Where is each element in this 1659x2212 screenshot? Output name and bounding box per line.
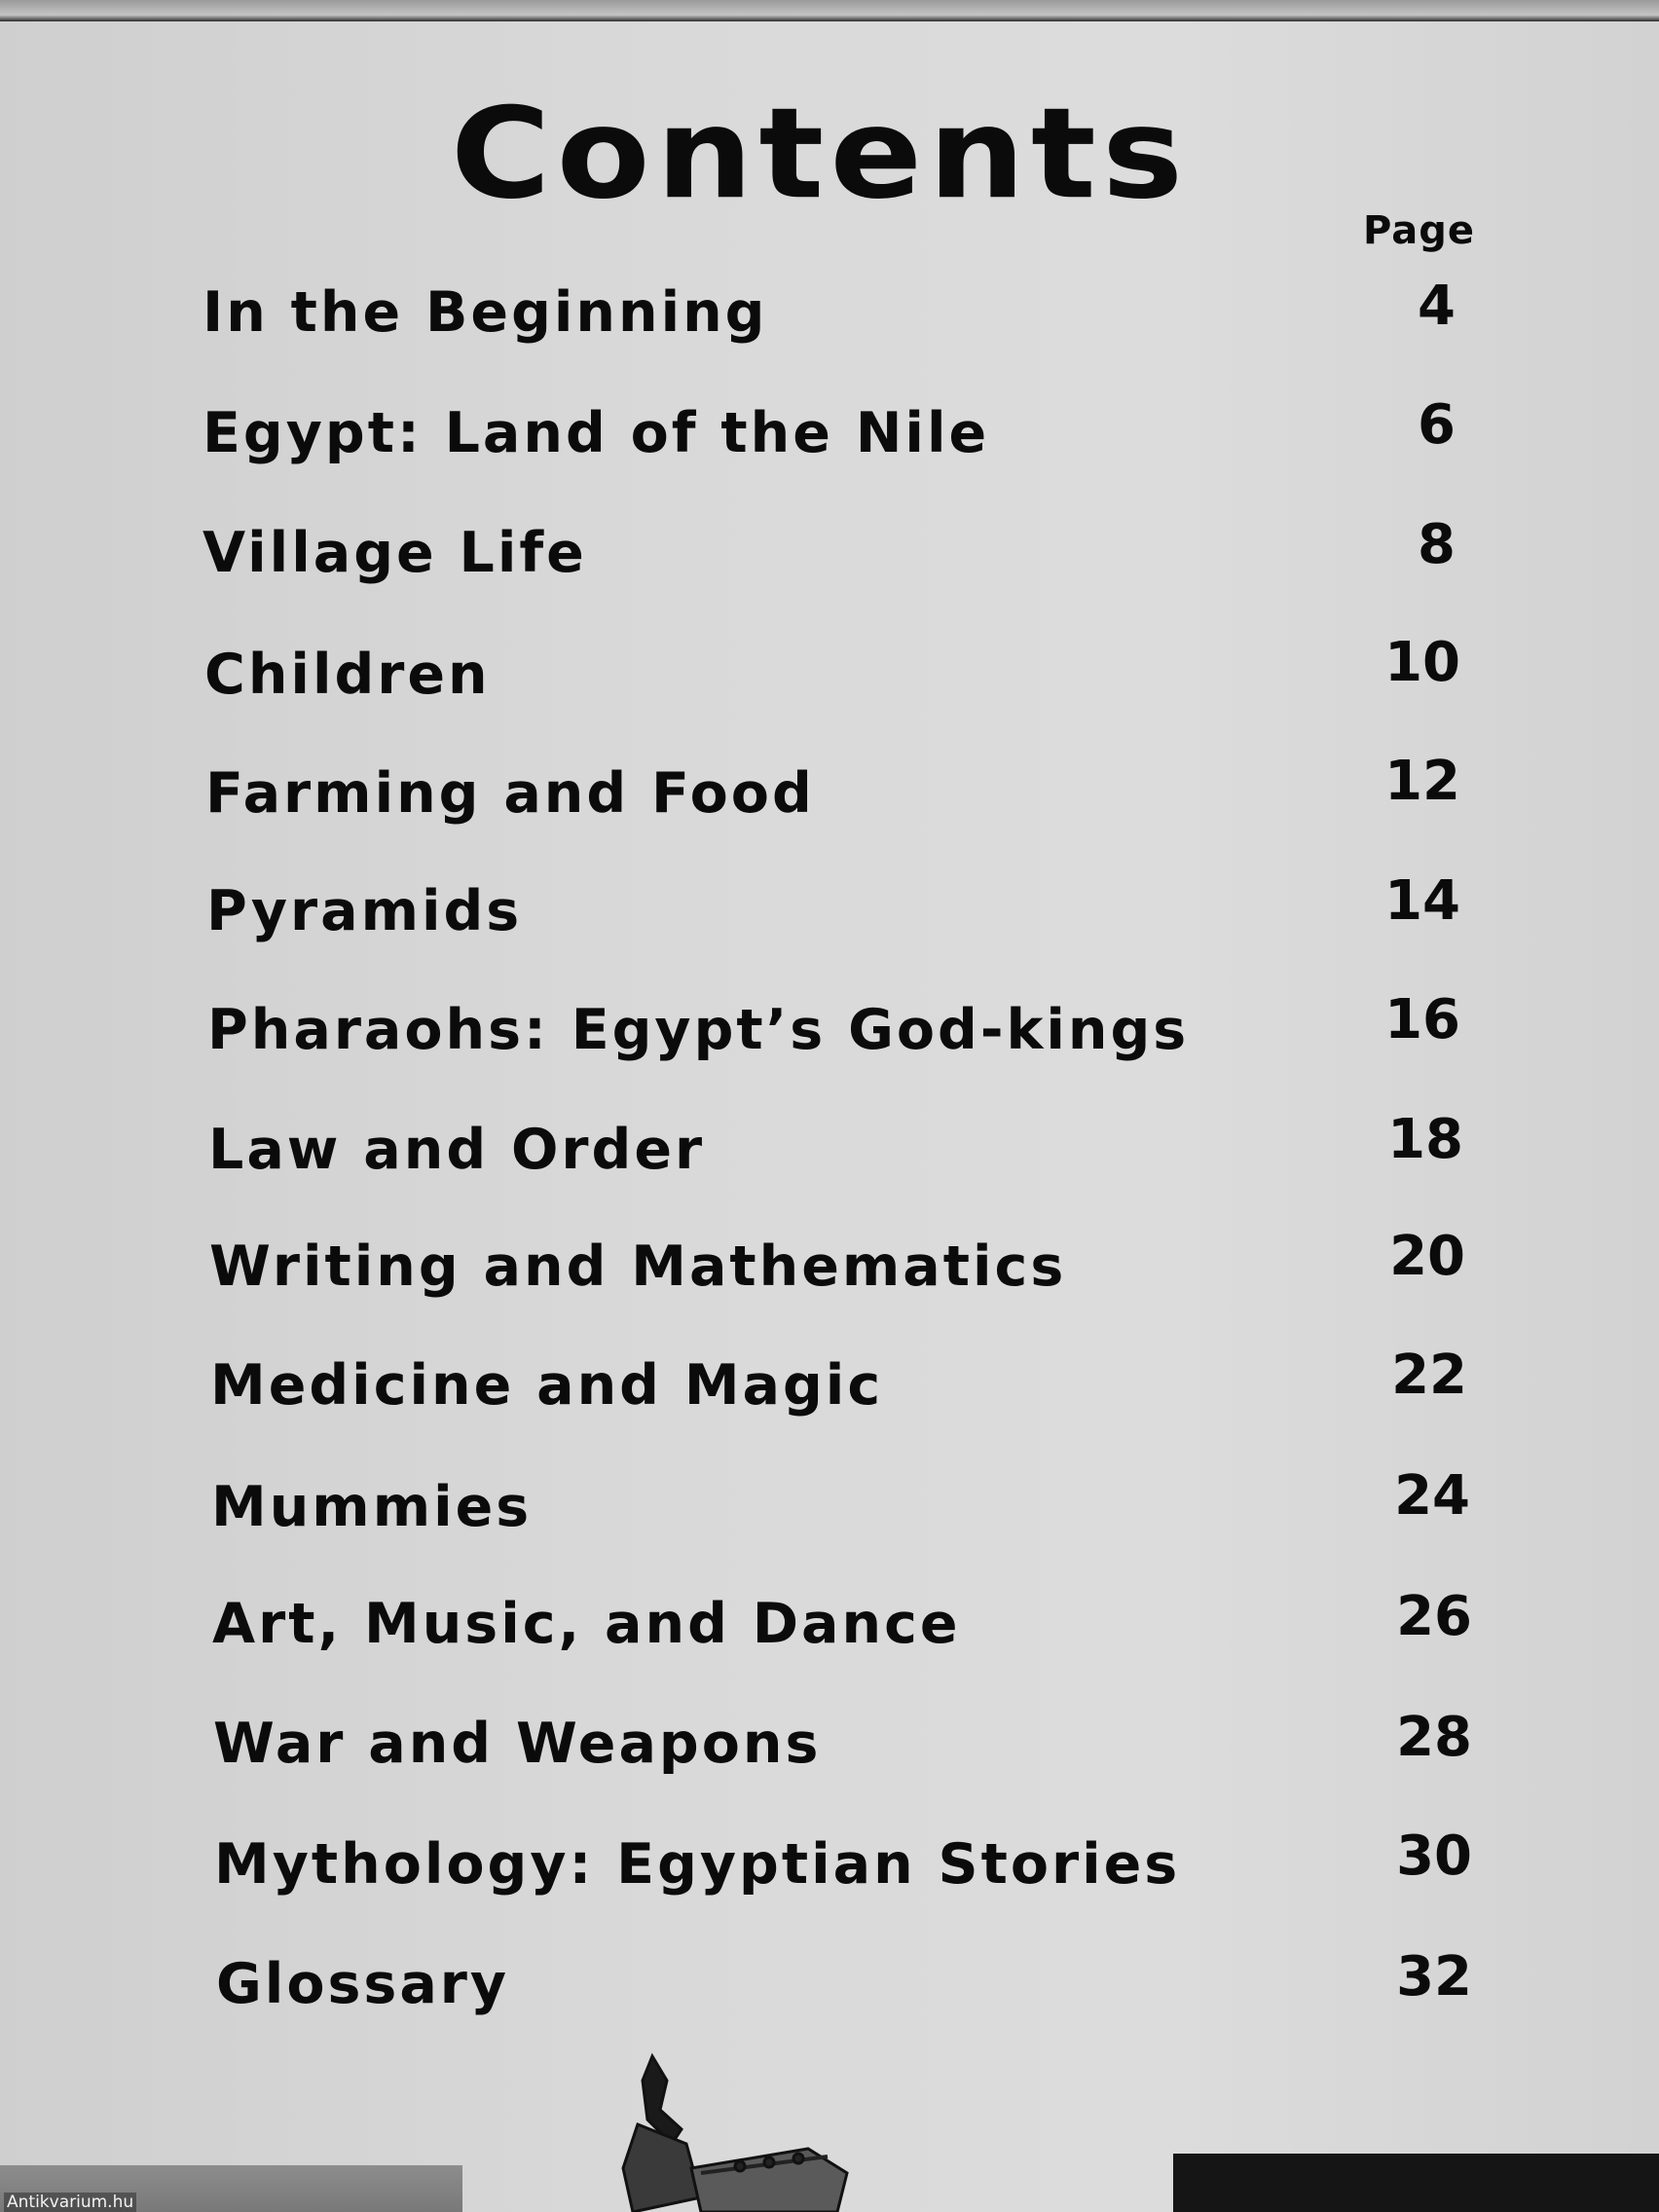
toc-entry-title: Children: [204, 643, 491, 707]
toc-entry-page-number: 24: [1394, 1464, 1470, 1528]
toc-entry-page-number: 10: [1384, 631, 1460, 694]
page-title: Contents: [450, 81, 1190, 228]
toc-entry-title: Village Life: [203, 521, 587, 585]
toc-entry-title: Pharaohs: Egypt’s God-kings: [207, 998, 1190, 1062]
toc-entry-title: Law and Order: [208, 1118, 706, 1182]
toc-entry-title: Egypt: Land of the Nile: [203, 401, 990, 465]
toc-entry-page-number: 4: [1418, 275, 1456, 338]
toc-entry-title: Medicine and Magic: [210, 1353, 884, 1418]
toc-entry-page-number: 16: [1384, 988, 1460, 1051]
anubis-illustration: [594, 2051, 983, 2212]
page-top-edge: [0, 0, 1659, 21]
toc-entry-page-number: 6: [1418, 393, 1456, 457]
toc-entry-page-number: 20: [1389, 1225, 1465, 1288]
toc-entry-page-number: 32: [1396, 1945, 1472, 2009]
toc-entry-page-number: 14: [1384, 869, 1460, 933]
toc-entry-page-number: 30: [1396, 1825, 1472, 1888]
toc-entry-page-number: 12: [1384, 750, 1460, 813]
toc-entry-page-number: 28: [1396, 1706, 1472, 1769]
toc-entry-title: In the Beginning: [203, 280, 768, 345]
toc-entry-page-number: 18: [1387, 1108, 1463, 1171]
toc-entry-title: Pyramids: [206, 879, 523, 943]
toc-entry-page-number: 8: [1418, 513, 1456, 576]
bottom-right-artwork: [1173, 2154, 1659, 2212]
toc-entry-page-number: 22: [1391, 1344, 1467, 1407]
toc-entry-title: Mythology: Egyptian Stories: [214, 1832, 1181, 1897]
toc-entry-title: War and Weapons: [213, 1712, 822, 1776]
toc-entry-title: Farming and Food: [205, 761, 815, 826]
contents-page: [0, 21, 1659, 2212]
toc-entry-page-number: 26: [1396, 1585, 1472, 1648]
watermark-text: Antikvarium.hu: [4, 2193, 136, 2212]
toc-entry-title: Art, Music, and Dance: [212, 1592, 961, 1656]
toc-entry-title: Writing and Mathematics: [209, 1235, 1067, 1299]
page-column-label: Page: [1363, 208, 1475, 253]
toc-entry-title: Glossary: [216, 1952, 510, 2016]
toc-entry-title: Mummies: [211, 1475, 533, 1539]
